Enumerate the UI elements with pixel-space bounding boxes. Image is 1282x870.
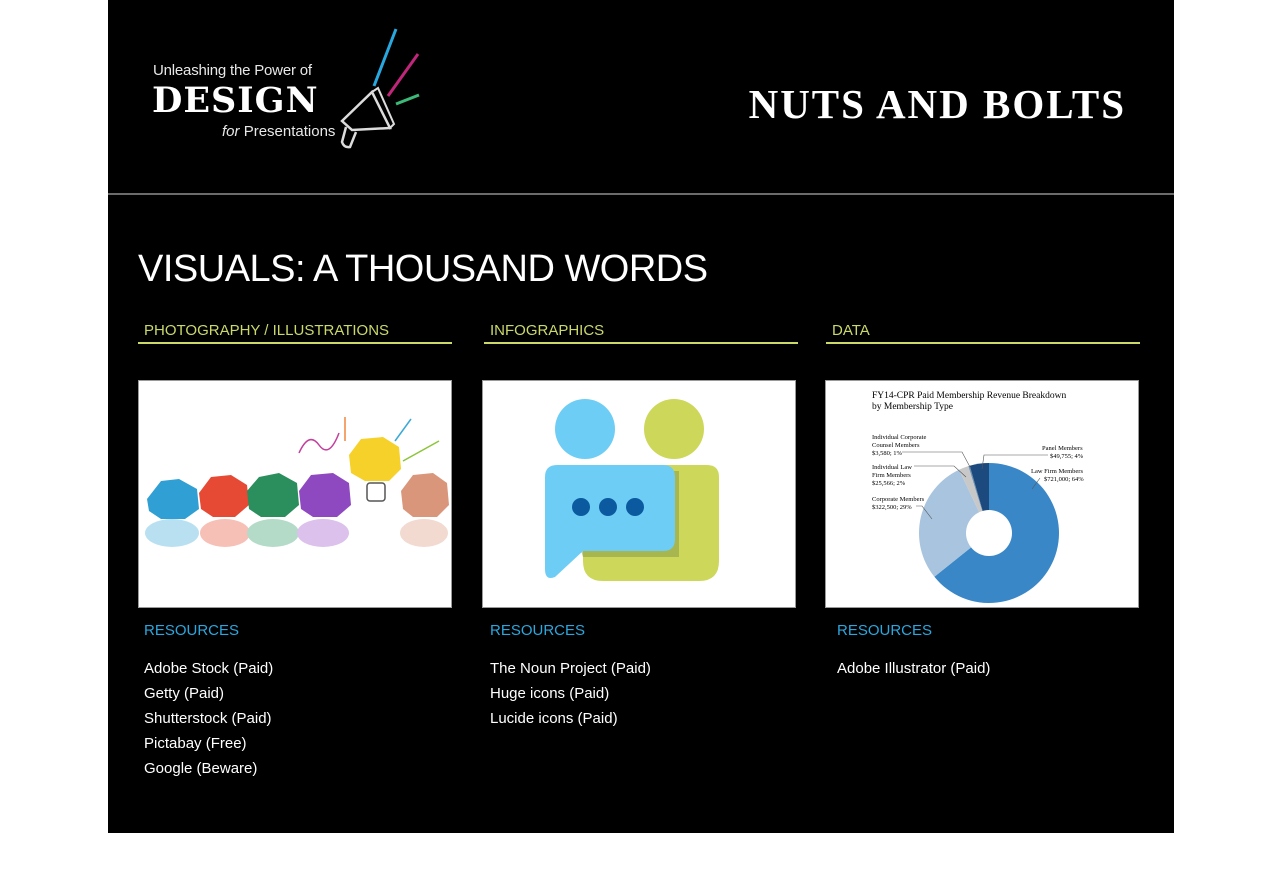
- logo-subline-rest: Presentations: [243, 123, 336, 140]
- resource-item: Adobe Illustrator (Paid): [837, 660, 991, 677]
- resource-item: Lucide icons (Paid): [490, 710, 618, 727]
- chat-people-infographic: [482, 380, 796, 608]
- label-ind-corp-2: Counsel Members: [872, 442, 920, 449]
- label-lawfirm-1: Law Firm Members: [1031, 468, 1083, 475]
- label-ind-law-2: Firm Members: [872, 472, 911, 479]
- slide: [108, 0, 1174, 833]
- resources-list: [490, 658, 651, 733]
- column-data: [826, 320, 1140, 677]
- crumpled-paper-image: [138, 380, 452, 608]
- logo-subline: [222, 123, 335, 140]
- resource-item: Pictabay (Free): [144, 735, 247, 752]
- donut-chart-image: [825, 380, 1139, 608]
- resource-item: Google (Beware): [144, 760, 258, 777]
- logo-wordmark: DESIGN: [152, 80, 319, 121]
- column-infographics: [484, 320, 798, 727]
- megaphone-icon: [332, 26, 432, 156]
- label-ind-law-3: $25,566; 2%: [872, 480, 906, 487]
- label-corp-2: $322,500; 29%: [872, 504, 912, 511]
- resources-list: [837, 658, 990, 683]
- donut-hole: [966, 510, 1012, 556]
- column-photography: [138, 320, 452, 777]
- design-logo: [152, 26, 432, 156]
- resource-item: Adobe Stock (Paid): [144, 660, 274, 677]
- resources-list: [144, 658, 273, 783]
- resource-item: The Noun Project (Paid): [490, 660, 651, 677]
- resource-item: Shutterstock (Paid): [144, 710, 272, 727]
- resource-item: Huge icons (Paid): [490, 685, 610, 702]
- label-panel-2: $49,755; 4%: [1050, 453, 1084, 460]
- resources-heading: RESOURCES: [490, 622, 586, 639]
- resources-heading: RESOURCES: [144, 622, 240, 639]
- page-title: VISUALS: A THOUSAND WORDS: [138, 248, 708, 290]
- donut-chart: [826, 381, 1139, 608]
- label-ind-law-1: Individual Law: [872, 464, 912, 471]
- header-title: NUTS AND BOLTS: [748, 81, 1126, 127]
- logo-tagline: Unleashing the Power of: [153, 62, 312, 79]
- column-heading: INFOGRAPHICS: [484, 320, 798, 344]
- chat-people-icon: [483, 381, 796, 608]
- column-heading: DATA: [826, 320, 1140, 344]
- resources-heading: RESOURCES: [837, 622, 933, 639]
- label-panel-1: Panel Members: [1042, 445, 1083, 452]
- label-ind-corp-3: $3,580; 1%: [872, 450, 902, 457]
- header: [108, 0, 1174, 194]
- logo-subline-italic: for: [222, 123, 240, 140]
- chart-title: FY14-CPR Paid Membership Revenue Breakdown: [872, 391, 1067, 401]
- chart-subtitle: by Membership Type: [872, 402, 953, 412]
- header-divider: [108, 193, 1174, 195]
- resource-item: Getty (Paid): [144, 685, 225, 702]
- label-ind-corp-1: Individual Corporate: [872, 434, 927, 441]
- label-corp-1: Corporate Members: [872, 496, 925, 503]
- column-heading: PHOTOGRAPHY / ILLUSTRATIONS: [138, 320, 452, 344]
- crumpled-paper-illustration: [139, 381, 452, 608]
- label-lawfirm-2: $721,000; 64%: [1044, 476, 1084, 483]
